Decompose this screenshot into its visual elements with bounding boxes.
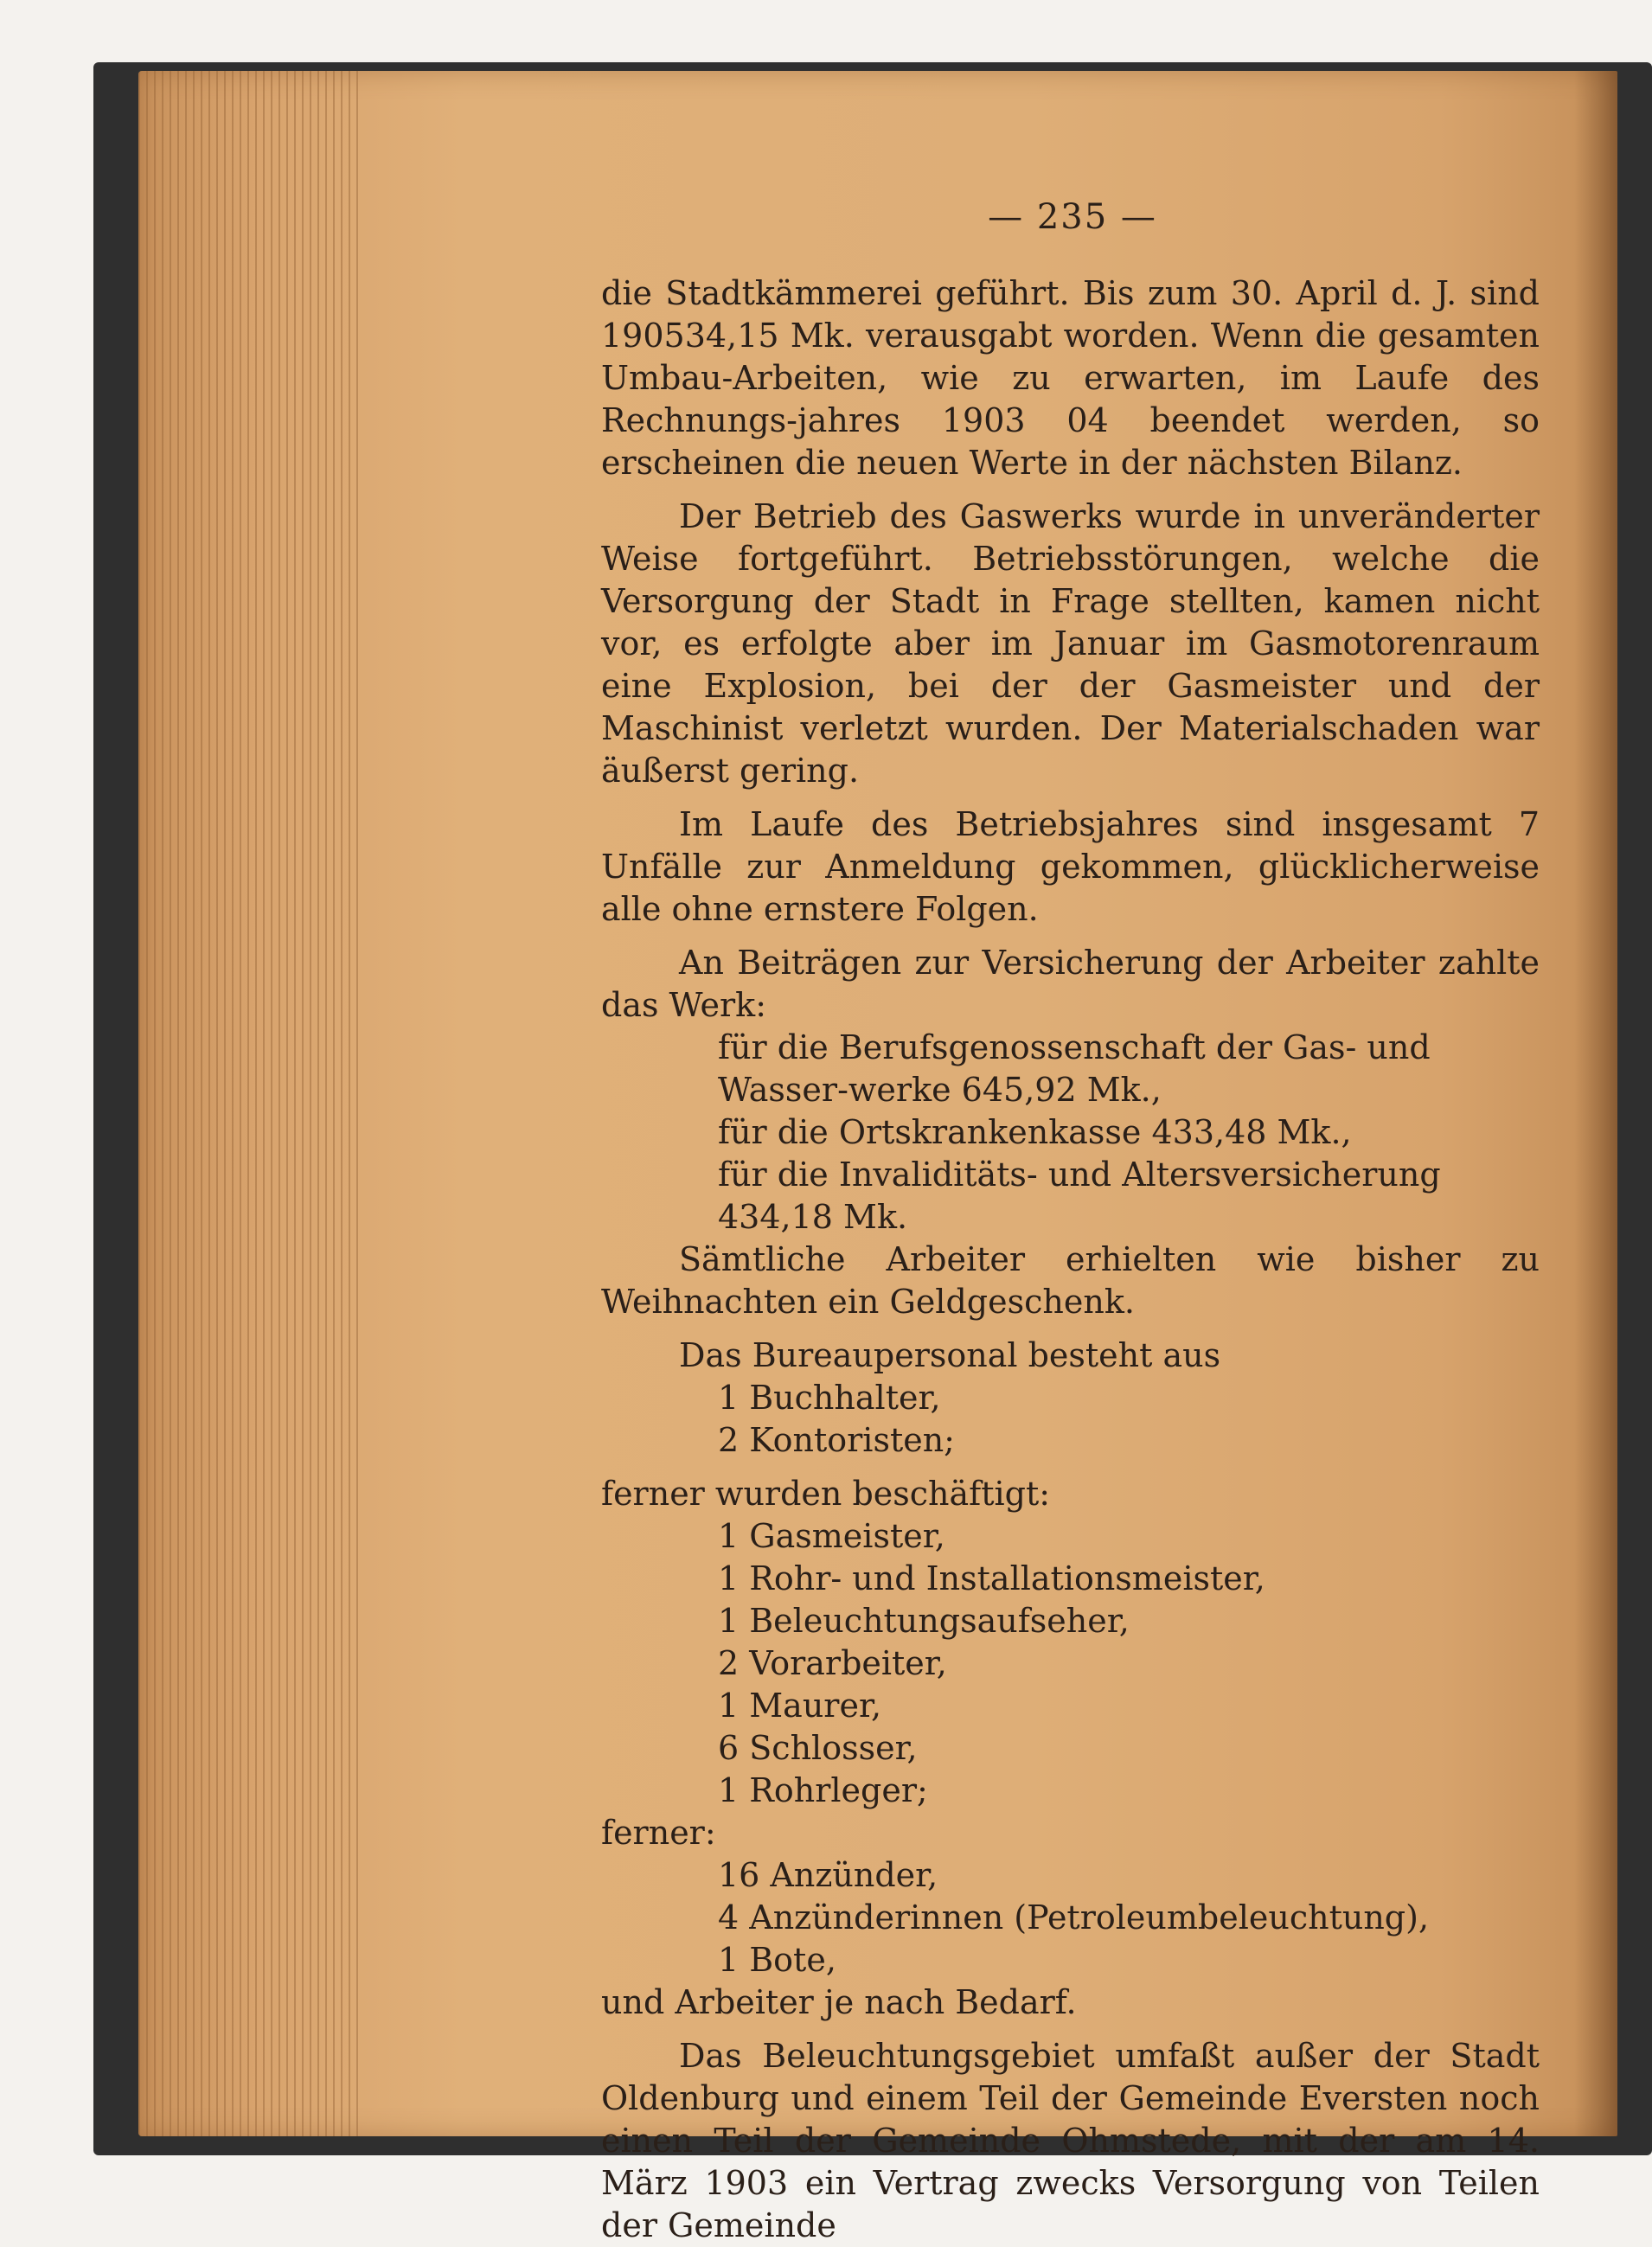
insurance-item: für die Invaliditäts- und Altersversicherung 434,18 Mk. [718, 1156, 1441, 1236]
list-item: 1 Bote, [718, 1941, 836, 1979]
gutter-shadow [1574, 71, 1617, 2136]
list-item: 1 Maurer, [718, 1687, 882, 1725]
list-item: 2 Kontoristen; [718, 1421, 955, 1459]
page-edges [138, 71, 363, 2136]
list-item: 16 Anzünder, [718, 1856, 938, 1894]
gas-operation-paragraph: Der Betrieb des Gaswerks wurde in unveränderter Weise fortgeführt. Betriebsstörungen, welche die Versorgung der Stadt in Frage stellten, kamen nicht vor, es erfolgte aber im Januar im Gasmotorenraum eine Explosion, bei der der Gasmeister und der Maschinist verletzt wurden. Der Materialschaden war äußerst gering. [601, 497, 1540, 790]
accidents-paragraph: Im Laufe des Betriebsjahres sind insgesamt 7 Unfälle zur Anmeldung gekommen, glücklicherweise alle ohne ernstere Folgen. [601, 805, 1540, 928]
office-staff-list [601, 1377, 1540, 1462]
page-text [601, 272, 1540, 2247]
employed-list [601, 1515, 1540, 1812]
list-item: 2 Vorarbeiter, [718, 1644, 947, 1682]
list-item: 1 Buchhalter, [718, 1379, 941, 1417]
list-item: 1 Beleuchtungsaufseher, [718, 1602, 1130, 1640]
page-number: — 235 — [988, 197, 1157, 237]
insurance-intro: An Beiträgen zur Versicherung der Arbeiter zahlte das Werk: [601, 944, 1540, 1024]
further-list [601, 1854, 1540, 1981]
insurance-item: für die Berufsgenossenschaft der Gas- und Wasser-werke 645,92 Mk., [718, 1028, 1431, 1109]
list-item: 6 Schlosser, [718, 1729, 918, 1767]
insurance-item: für die Ortskrankenkasse 433,48 Mk., [718, 1113, 1352, 1151]
list-item: 1 Gasmeister, [718, 1517, 945, 1555]
further-intro: ferner: [601, 1814, 716, 1852]
opening-paragraph: die Stadtkämmerei geführt. Bis zum 30. April d. J. sind 190534,15 Mk. verausgabt worden. Wenn die gesamten Umbau-Arbeiten, wie zu erwarten, im Laufe des Rechnungs-jahres 1903 04 beendet werden, so erscheinen die neuen Werte in der nächsten Bilanz. [601, 274, 1540, 482]
lighting-area-paragraph: Das Beleuchtungsgebiet umfaßt außer der Stadt Oldenburg und einem Teil der Gemeinde Eversten noch einen Teil der Gemeinde Ohmstede, mit der am 14. März 1903 ein Vertrag zwecks Versorgung von Teilen der Gemeinde [601, 2037, 1540, 2244]
christmas-paragraph: Sämtliche Arbeiter erhielten wie bisher zu Weihnachten ein Geldgeschenk. [601, 1240, 1540, 1321]
employed-intro: ferner wurden beschäftigt: [601, 1475, 1051, 1513]
further-closing: und Arbeiter je nach Bedarf. [601, 1983, 1077, 2021]
office-staff-intro: Das Bureaupersonal besteht aus [679, 1336, 1221, 1374]
list-item: 4 Anzünderinnen (Petroleumbeleuchtung), [718, 1898, 1430, 1937]
list-item: 1 Rohrleger; [718, 1771, 928, 1809]
insurance-list [601, 1027, 1540, 1239]
list-item: 1 Rohr- und Installationsmeister, [718, 1559, 1265, 1597]
